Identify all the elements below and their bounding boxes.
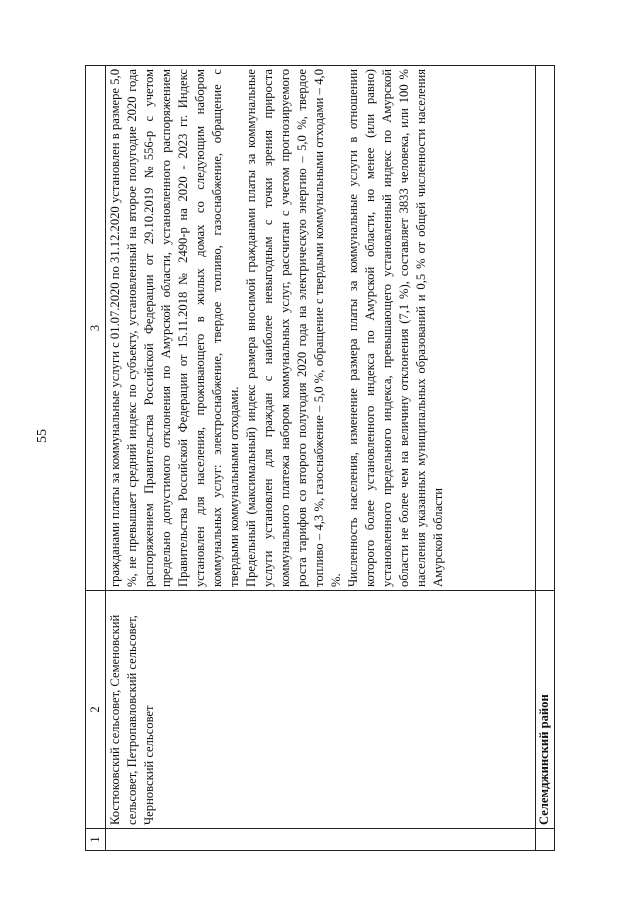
description-paragraph-2: Предельный (максимальный) индекс размера вносимой гражданами платы за коммунальные услуги установлен для граждан с наиболее невыгодным с точки зрения прироста коммунального платежа набором коммунальных услуг, рассчитан с учетом прогнозируемого роста тарифов со второго полугодия 2020 года на электрическую энергию – 5,0 %, твердое топливо – 4,3 %, газоснабжение – 5,0 %, обращение с твердыми коммунальными отходами – 4,0 %. bbox=[244, 69, 343, 587]
district-name-cell: Селемджинский район bbox=[536, 590, 554, 828]
table-header-row bbox=[86, 66, 106, 850]
district-number-cell bbox=[536, 828, 554, 850]
district-row bbox=[536, 66, 554, 850]
row-number-cell bbox=[106, 828, 535, 850]
header-col-2: 2 bbox=[86, 590, 105, 828]
description-paragraph-1: гражданами платы за коммунальные услуги с 01.07.2020 по 31.12.2020 установлен в размере 5,0 %, не превышает средний индекс по субъекту, установленный на второе полугодие 2020 года распоряжением Правительства Российской Федерации от 29.10.2019 №556-р с учетом предельно допустимого отклонения по Амурской области, установленного распоряжением Правительства Российской Федерации от 15.11.2018 № 2490-р на 2020 - 2023 гг. Индекс установлен для населения, проживающего в жилых домах со следующим набором коммунальных услуг: электроснабжение, твердое топливо, газоснабжение, обращение с твердыми коммунальными отходами. bbox=[108, 69, 241, 587]
header-col-3: 3 bbox=[88, 324, 102, 332]
description-paragraph-3: Численность населения, изменение размера платы за коммунальные услуги в отношении которого более установленного индекса по Амурской области, но менее (или равно) установленного предельного индекса, превышающего установленный индекс по Амурской области не более чем на величину отклонения (7,1 %), составляет 3833 человека, или 100 % населения указанных муниципальных образований и 0,5 % от общей численности населения Амурской области bbox=[346, 69, 445, 587]
tariff-table bbox=[85, 65, 555, 851]
page-number: 55 bbox=[35, 429, 50, 443]
header-col-1: 1 bbox=[86, 828, 105, 850]
district-empty-cell bbox=[536, 66, 554, 590]
description-cell bbox=[106, 66, 535, 590]
municipalities-cell: Костюковский сельсовет, Семеновский сельсовет, Петропавловский сельсовет, Черновский сельсовет bbox=[106, 590, 535, 828]
table-row bbox=[106, 66, 536, 850]
